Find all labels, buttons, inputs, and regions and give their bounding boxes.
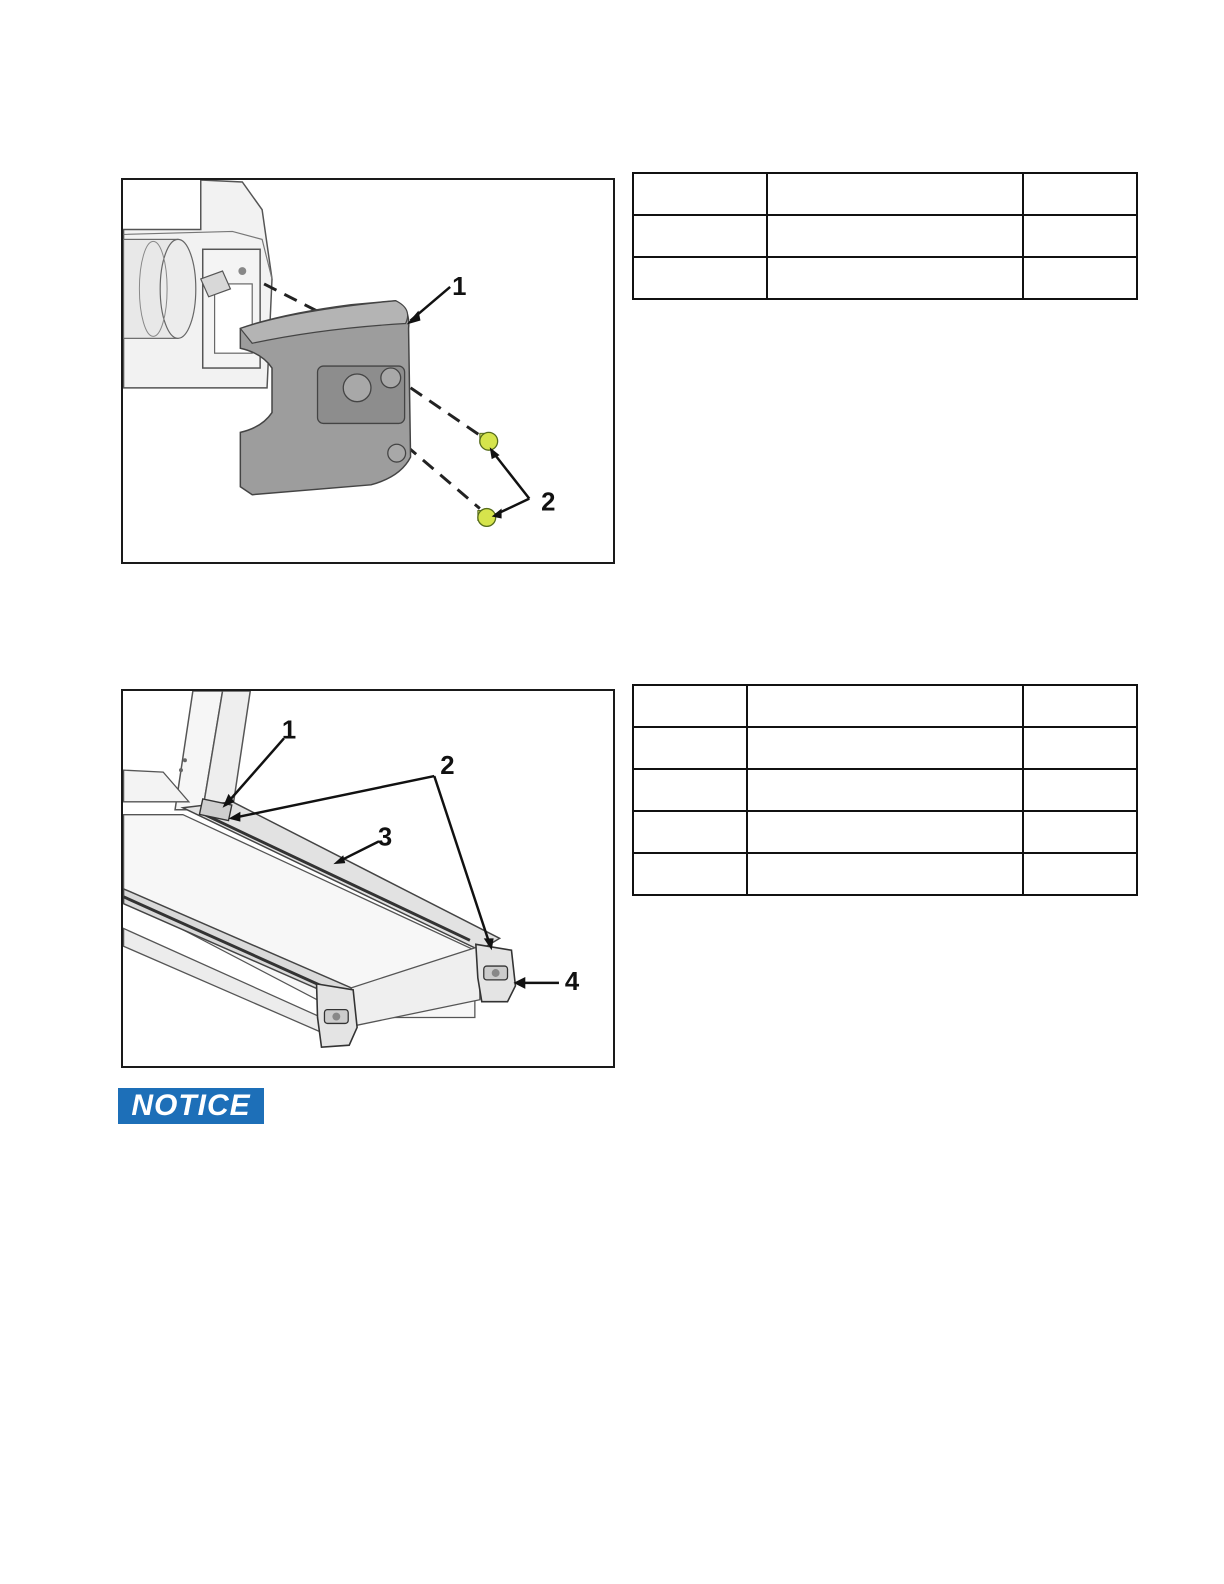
table-cell [747, 727, 1023, 769]
notice-label: NOTICE [131, 1089, 251, 1122]
treadmill-deck-illustration [123, 691, 613, 1066]
table-cell [633, 215, 767, 257]
screw-upper [480, 432, 498, 450]
callout-3: 3 [377, 823, 393, 852]
screw-lower [478, 509, 496, 527]
table-cell [633, 727, 747, 769]
table-row [633, 685, 1137, 727]
figure-treadmill-deck [121, 689, 615, 1068]
callout-2: 2 [440, 752, 455, 781]
table-cell [633, 853, 747, 895]
table-row [633, 215, 1137, 257]
table-cell [1023, 173, 1137, 215]
table-cell [633, 173, 767, 215]
table-cell [1023, 215, 1137, 257]
table-cell [633, 769, 747, 811]
table-cell [1023, 257, 1137, 299]
table-row [633, 257, 1137, 299]
table-cell [747, 769, 1023, 811]
table-cell [747, 853, 1023, 895]
table-cell [767, 215, 1023, 257]
table-row [633, 727, 1137, 769]
table-cell [633, 257, 767, 299]
callout-1: 1 [452, 272, 467, 301]
table-row [633, 853, 1137, 895]
table-cell [633, 685, 747, 727]
callout-2: 2 [541, 488, 556, 517]
notice-badge [118, 1088, 264, 1124]
table-cell [1023, 853, 1137, 895]
side-cover-illustration [123, 180, 613, 562]
table-cell [747, 685, 1023, 727]
callout-1: 1 [281, 716, 297, 745]
table-cell [1023, 685, 1137, 727]
table-row [633, 173, 1137, 215]
table-cell [1023, 811, 1137, 853]
callout-4: 4 [564, 967, 580, 996]
table-cell [767, 257, 1023, 299]
figure-side-cover [121, 178, 615, 564]
parts-table-1 [632, 172, 1138, 300]
table-row [633, 769, 1137, 811]
table-cell [1023, 769, 1137, 811]
table-cell [747, 811, 1023, 853]
parts-table-2 [632, 684, 1138, 896]
table-cell [767, 173, 1023, 215]
table-cell [1023, 727, 1137, 769]
table-row [633, 811, 1137, 853]
table-cell [633, 811, 747, 853]
